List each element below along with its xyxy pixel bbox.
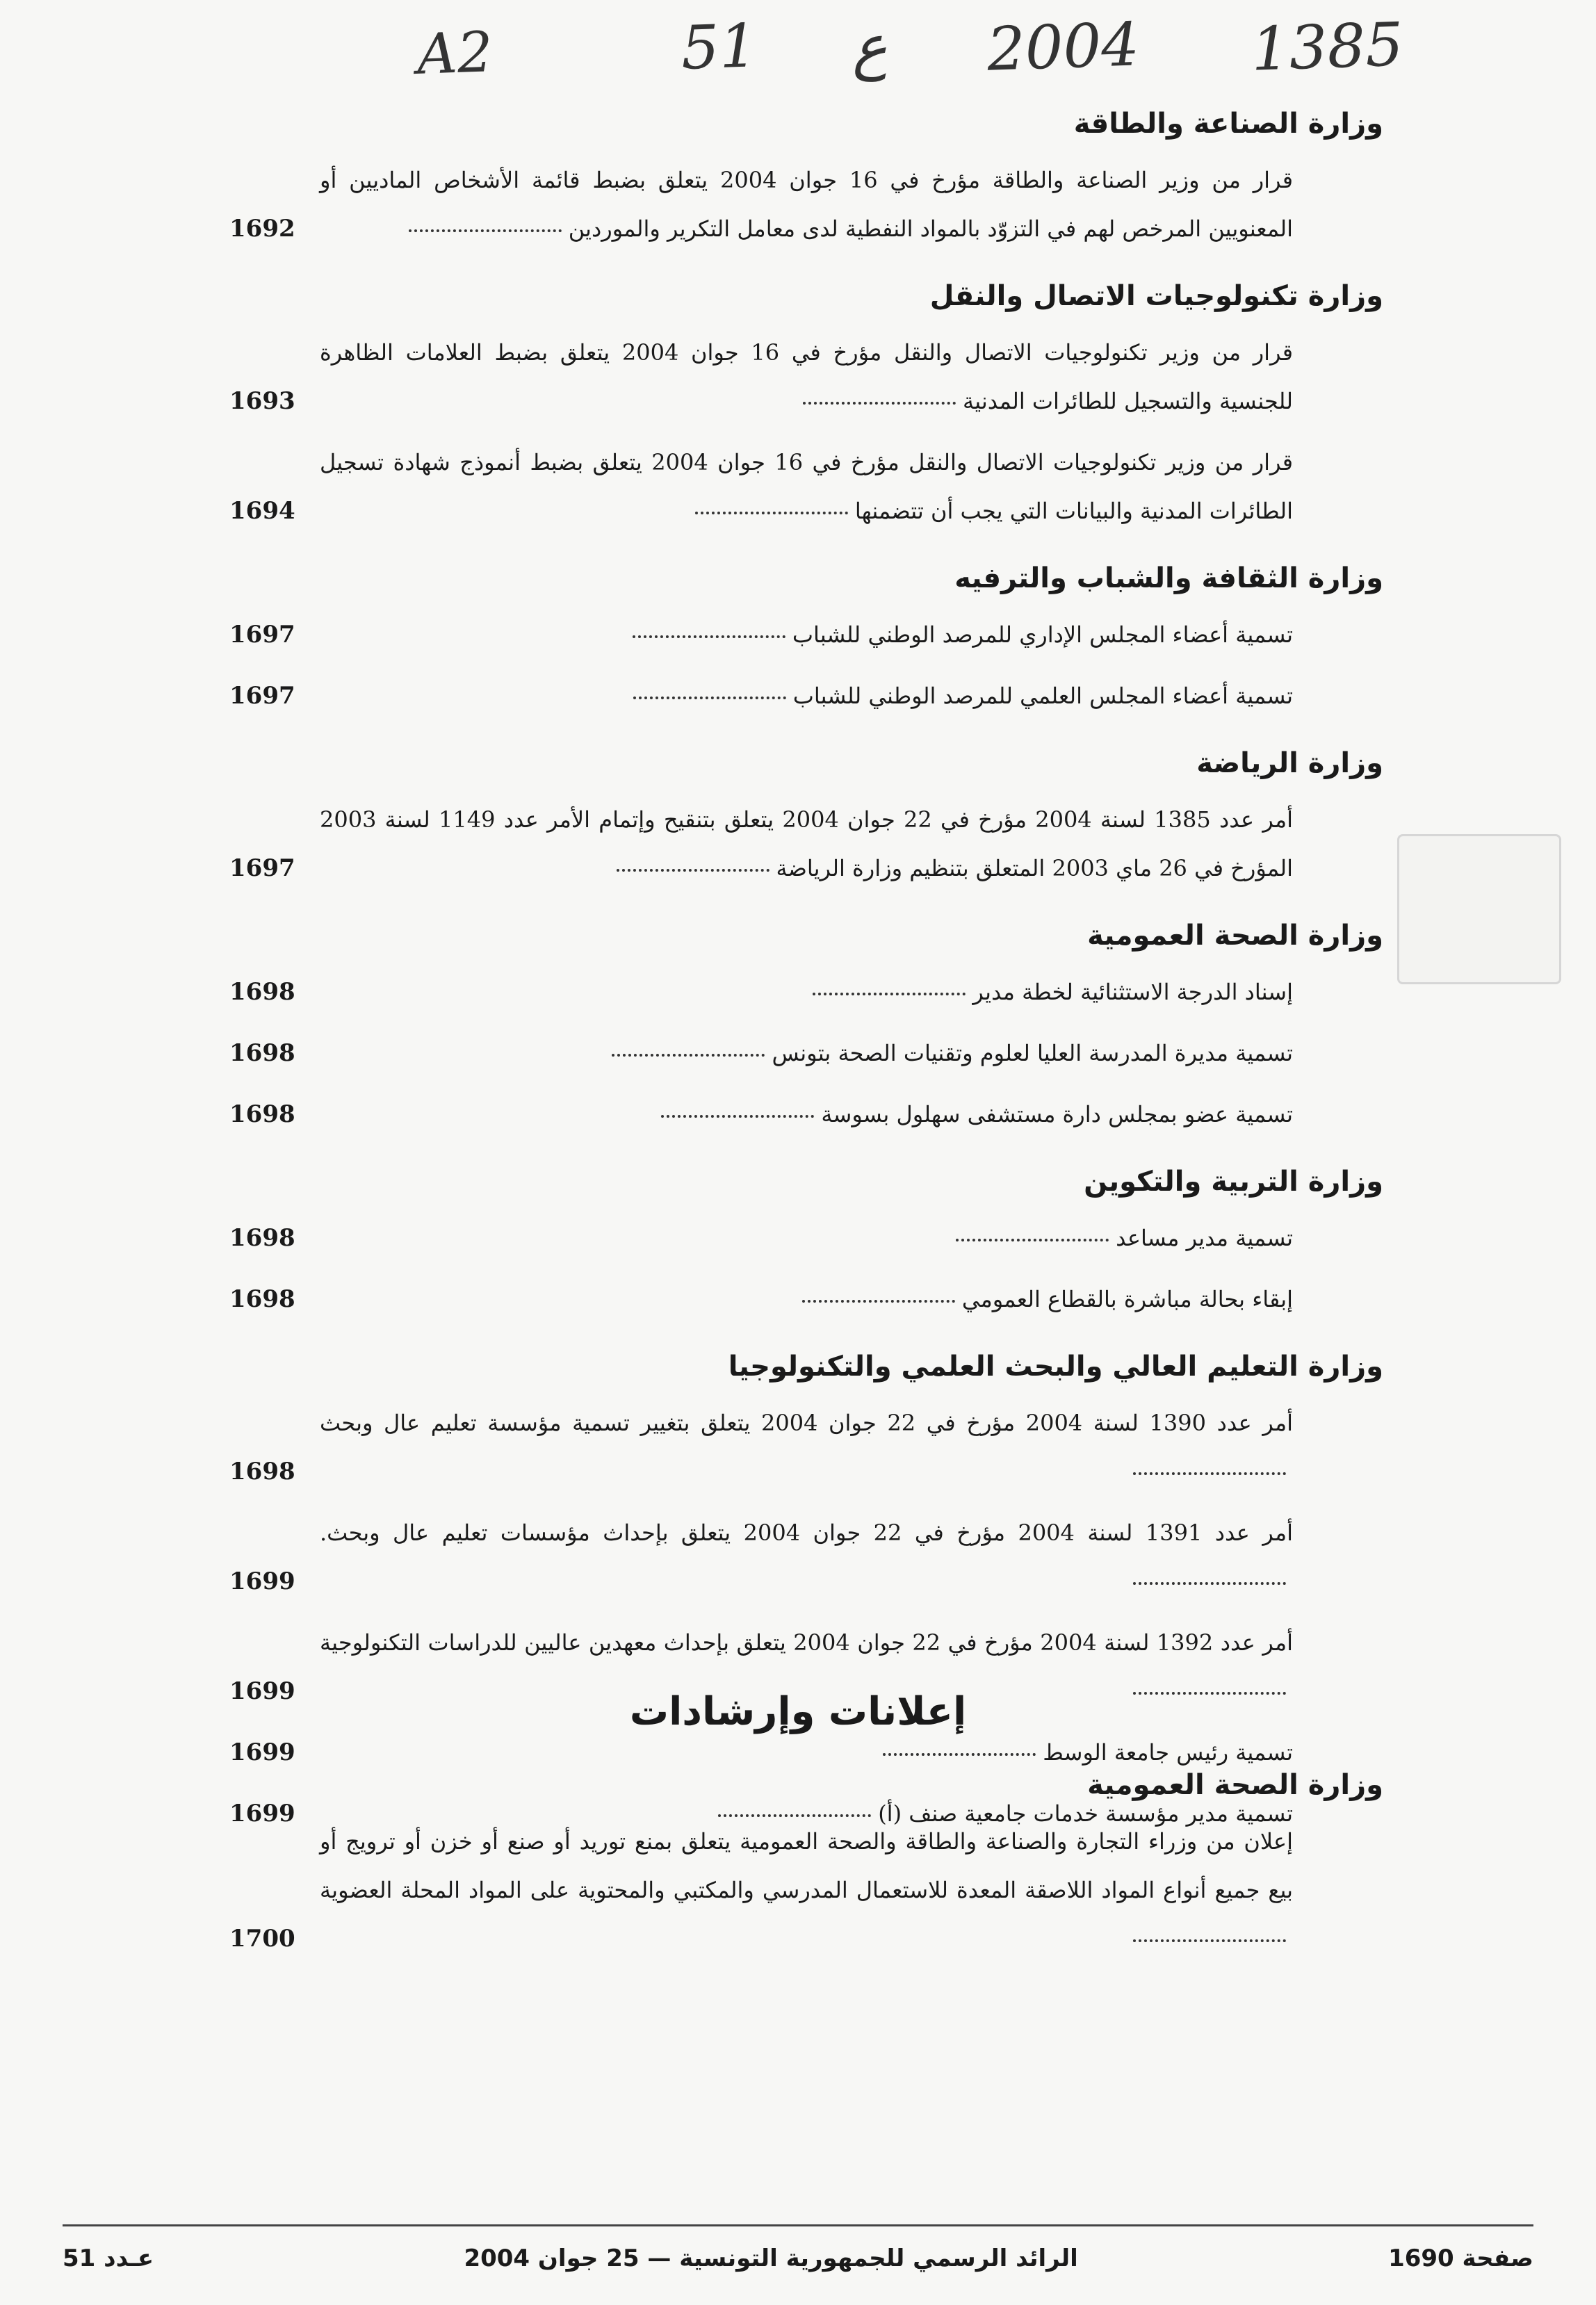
- entry-text: [320, 968, 1293, 1016]
- entry-text: [320, 795, 1293, 893]
- entry-page-number: 1697: [229, 854, 295, 882]
- leader-dots: [802, 1300, 955, 1303]
- ministry-title: وزارة الصحة العمومية: [1087, 920, 1383, 952]
- footer-issue-number: عـدد 51: [63, 2245, 154, 2272]
- handwritten-note-a: A2: [416, 19, 494, 87]
- entry-text: [320, 1275, 1293, 1323]
- entry-text-content: أمر عدد 1391 لسنة 2004 مؤرخ في 22 جوان 2004 يتعلق بإحداث مؤسسات تعليم عال وبحث.: [320, 1520, 1294, 1546]
- ministry-section: [229, 916, 1383, 1139]
- entry-text: [320, 1817, 1293, 1963]
- ministry-title: وزارة التربية والتكوين: [1084, 1166, 1383, 1198]
- entry-page-number: 1699: [229, 1738, 295, 1766]
- entry-page-number: 1698: [229, 1285, 295, 1313]
- leader-dots: [633, 697, 786, 699]
- ministry-title: وزارة التعليم العالي والبحث العلمي والتكنولوجيا: [728, 1351, 1383, 1383]
- leader-dots: [813, 993, 966, 995]
- entry-page-number: 1699: [229, 1800, 295, 1827]
- leader-dots: [612, 1054, 765, 1057]
- ministry-section: [229, 277, 1383, 535]
- entry-page-number: 1698: [229, 1100, 295, 1128]
- entry-text-content: إعلان من وزراء التجارة والصناعة والطاقة والصحة العمومية يتعلق بمنع توريد أو صنع أو خزن أو ترويج أو بيع جميع أنواع المواد اللاصقة المعدة للاستعمال المدرسي والمكتبي والمحتوية على المواد المحلة العضوية: [320, 1828, 1294, 1903]
- leader-dots: [695, 512, 848, 514]
- leader-dots: [1133, 1582, 1286, 1585]
- ministry-section: [229, 1347, 1383, 1838]
- leader-dots: [956, 1239, 1109, 1241]
- entry-text: [320, 1214, 1293, 1262]
- entry-text-content: تسمية مدير مؤسسة خدمات جامعية صنف (أ): [878, 1800, 1293, 1827]
- toc-entry: [229, 328, 1383, 425]
- entry-text-content: إسناد الدرجة الاستثنائية لخطة مدير: [972, 979, 1293, 1005]
- entry-text: [320, 438, 1293, 535]
- toc-entry: [229, 968, 1383, 1016]
- ministry-title: وزارة الرياضة: [1196, 747, 1383, 779]
- entry-text-content: تسمية مدير مساعد: [1116, 1225, 1293, 1251]
- entry-page-number: 1693: [229, 387, 295, 415]
- toc-entry: [229, 671, 1383, 720]
- entry-text: [320, 156, 1293, 253]
- leader-dots: [803, 402, 956, 405]
- toc-entry: [229, 1029, 1383, 1077]
- ministry-title: وزارة الصناعة والطاقة: [1073, 108, 1383, 140]
- entry-page-number: 1699: [229, 1567, 295, 1595]
- handwritten-note-issue: 51: [680, 11, 759, 83]
- toc-entry: [229, 438, 1383, 535]
- announcements-heading: إعلانات وإرشادات: [629, 1689, 967, 1734]
- entry-page-number: 1694: [229, 497, 295, 525]
- toc-entry: [229, 1090, 1383, 1139]
- entry-text: [320, 610, 1293, 659]
- entry-page-number: 1699: [229, 1677, 295, 1705]
- entry-text-content: تسمية رئيس جامعة الوسط: [1043, 1739, 1293, 1766]
- entry-page-number: 1697: [229, 621, 295, 649]
- announcements-section: [229, 1766, 1383, 1976]
- toc-entry: [229, 1214, 1383, 1262]
- ministry-section: [229, 1162, 1383, 1323]
- bleed-through-mark: [1397, 834, 1561, 984]
- page-footer: [63, 2224, 1533, 2272]
- ministry-section: [229, 744, 1383, 893]
- leader-dots: [617, 869, 770, 872]
- entry-text-content: أمر عدد 1392 لسنة 2004 مؤرخ في 22 جوان 2004 يتعلق بإحداث معهدين عاليين للدراسات التكنولوجية: [320, 1629, 1294, 1656]
- table-of-contents: [229, 104, 1383, 1862]
- entry-text-content: أمر عدد 1385 لسنة 2004 مؤرخ في 22 جوان 2004 يتعلق بتنقيح وإتمام الأمر عدد 1149 لسنة 2003 المؤرخ في 26 ماي 2003 المتعلق بتنظيم وزارة الرياضة: [320, 806, 1294, 881]
- ministry-title: وزارة تكنولوجيات الاتصال والنقل: [929, 280, 1383, 312]
- entry-text-content: تسمية أعضاء المجلس الإداري للمرصد الوطني للشباب: [792, 621, 1293, 648]
- entry-text: [320, 1029, 1293, 1077]
- entry-text-content: تسمية عضو بمجلس دارة مستشفى سهلول بسوسة: [821, 1101, 1293, 1127]
- toc-entry: [229, 1508, 1383, 1606]
- entry-page-number: 1692: [229, 215, 295, 243]
- leader-dots: [1133, 1939, 1286, 1942]
- toc-entry: [229, 1817, 1383, 1963]
- ministry-title: وزارة الثقافة والشباب والترفيه: [954, 562, 1383, 594]
- handwritten-note-year: 2004: [986, 10, 1141, 85]
- entry-text: [320, 1090, 1293, 1139]
- handwritten-note-number: 1385: [1250, 10, 1405, 85]
- leader-dots: [883, 1753, 1036, 1756]
- leader-dots: [633, 635, 785, 638]
- entry-page-number: 1697: [229, 682, 295, 710]
- entry-text-content: قرار من وزير تكنولوجيات الاتصال والنقل مؤرخ في 16 جوان 2004 يتعلق بضبط أنموذج شهادة تسجيل الطائرات المدنية والبيانات التي يجب أن تتضمنها: [320, 449, 1294, 524]
- entry-page-number: 1698: [229, 1458, 295, 1485]
- ministry-section: [229, 104, 1383, 253]
- entry-page-number: 1700: [229, 1925, 295, 1953]
- toc-entry: [229, 610, 1383, 659]
- ministry-section: [229, 559, 1383, 720]
- footer-page-label: صفحة 1690: [1388, 2245, 1533, 2272]
- entry-text: [320, 328, 1293, 425]
- entry-page-number: 1698: [229, 1039, 295, 1067]
- handwritten-note-letter: ع: [850, 12, 889, 83]
- footer-gazette-title: الرائد الرسمي للجمهورية التونسية — 25 جوان 2004: [464, 2245, 1078, 2272]
- entry-text-content: تسمية أعضاء المجلس العلمي للمرصد الوطني للشباب: [792, 683, 1293, 709]
- entry-text: [320, 1508, 1293, 1606]
- entry-text: [320, 671, 1293, 720]
- toc-entry: [229, 1275, 1383, 1323]
- ministry-title: وزارة الصحة العمومية: [1087, 1769, 1383, 1801]
- toc-entry: [229, 795, 1383, 893]
- entry-text-content: أمر عدد 1390 لسنة 2004 مؤرخ في 22 جوان 2004 يتعلق بتغيير تسمية مؤسسة تعليم عال وبحث: [320, 1410, 1294, 1436]
- entry-page-number: 1698: [229, 978, 295, 1006]
- entry-text: [320, 1399, 1293, 1496]
- leader-dots: [409, 229, 562, 232]
- leader-dots: [661, 1115, 814, 1118]
- entry-text-content: إبقاء بحالة مباشرة بالقطاع العمومي: [961, 1286, 1293, 1312]
- toc-entry: [229, 156, 1383, 253]
- leader-dots: [1133, 1472, 1286, 1475]
- toc-entry: [229, 1399, 1383, 1496]
- entry-page-number: 1698: [229, 1224, 295, 1252]
- entry-text-content: قرار من وزير الصناعة والطاقة مؤرخ في 16 جوان 2004 يتعلق بضبط قائمة الأشخاص الماديين أو المعنويين المرخص لهم في التزوّد بالمواد النفطية لدى معامل التكرير والموردين: [320, 167, 1294, 242]
- entry-text-content: قرار من وزير تكنولوجيات الاتصال والنقل مؤرخ في 16 جوان 2004 يتعلق بضبط العلامات الظاهرة للجنسية والتسجيل للطائرات المدنية: [320, 339, 1294, 414]
- entry-text-content: تسمية مديرة المدرسة العليا لعلوم وتقنيات الصحة بتونس: [772, 1040, 1293, 1066]
